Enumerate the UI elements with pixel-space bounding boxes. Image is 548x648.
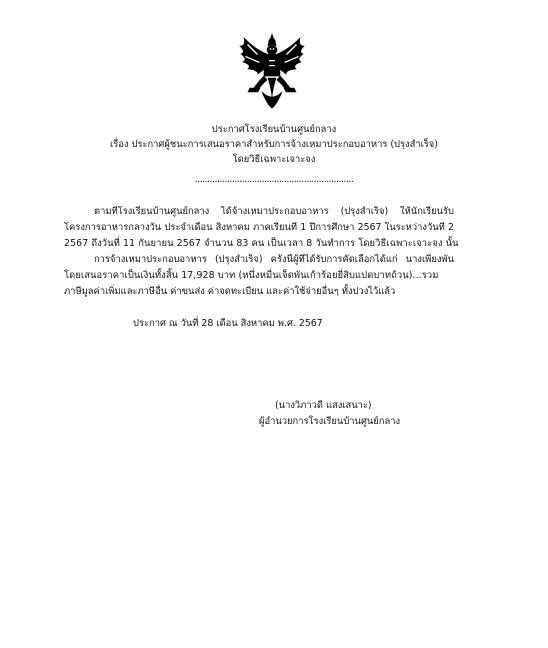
paragraph1-line1: ตามที่โรงเรียนบ้านศูนย์กลาง ได้จ้างเหมาประกอบอาหาร (ปรุงสำเร็จ) ให้นักเรียนรับ: [94, 206, 454, 217]
paragraph2-line1: การจ้างเหมาประกอบอาหาร (ปรุงสำเร็จ) ครั้งนี้ผู้ที่ได้รับการคัดเลือกได้แก่ นางเพียงพัน: [94, 254, 454, 265]
procurement-method: โดยวิธีเฉพาะเจาะจง: [232, 154, 316, 165]
paragraph1-line2: โครงการอาหารกลางวัน ประจำเดือน สิงหาคม ภาคเรียนที่ 1 ปีการศึกษา 2567 ในระหว่างวันที่ 2: [64, 222, 454, 233]
garuda-emblem-icon: [236, 32, 308, 114]
paragraph2-line3: ภาษีมูลค่าเพิ่มและภาษีอื่น ค่าขนส่ง ค่าจดทะเบียน และค่าใช้จ่ายอื่นๆ ทั้งปวงไว้แล้ว: [64, 286, 396, 297]
signatory-position: ผู้อำนวยการโรงเรียนบ้านศูนย์กลาง: [259, 416, 401, 427]
announced-date: ประกาศ ณ วันที่ 28 เดือน สิงหาคม พ.ศ. 2567: [133, 318, 323, 329]
signatory-name: (นางวิภาวดี แสงเสนาะ): [275, 400, 372, 411]
announcement-subject: เรื่อง ประกาศผู้ชนะการเสนอราคาสำหรับการจ้างเหมาประกอบอาหาร (ปรุงสำเร็จ): [110, 139, 438, 150]
announcement-title: ประกาศโรงเรียนบ้านศูนย์กลาง: [211, 124, 337, 135]
paragraph2-line2: โดยเสนอราคาเป็นเงินทั้งสิ้น 17,928 บาท (หนึ่งหมื่นเจ็ดพันเก้าร้อยยี่สิบแปดบาทถ้วน)...รวม: [64, 270, 439, 281]
paragraph1-line3: 2567 ถึงวันที่ 11 กันยายน 2567 จำนวน 83 คน เป็นเวลา 8 วันทำการ โดยวิธีเฉพาะเจาะจง นั้น: [64, 238, 459, 249]
title-separator: ................................................................: [194, 174, 354, 185]
